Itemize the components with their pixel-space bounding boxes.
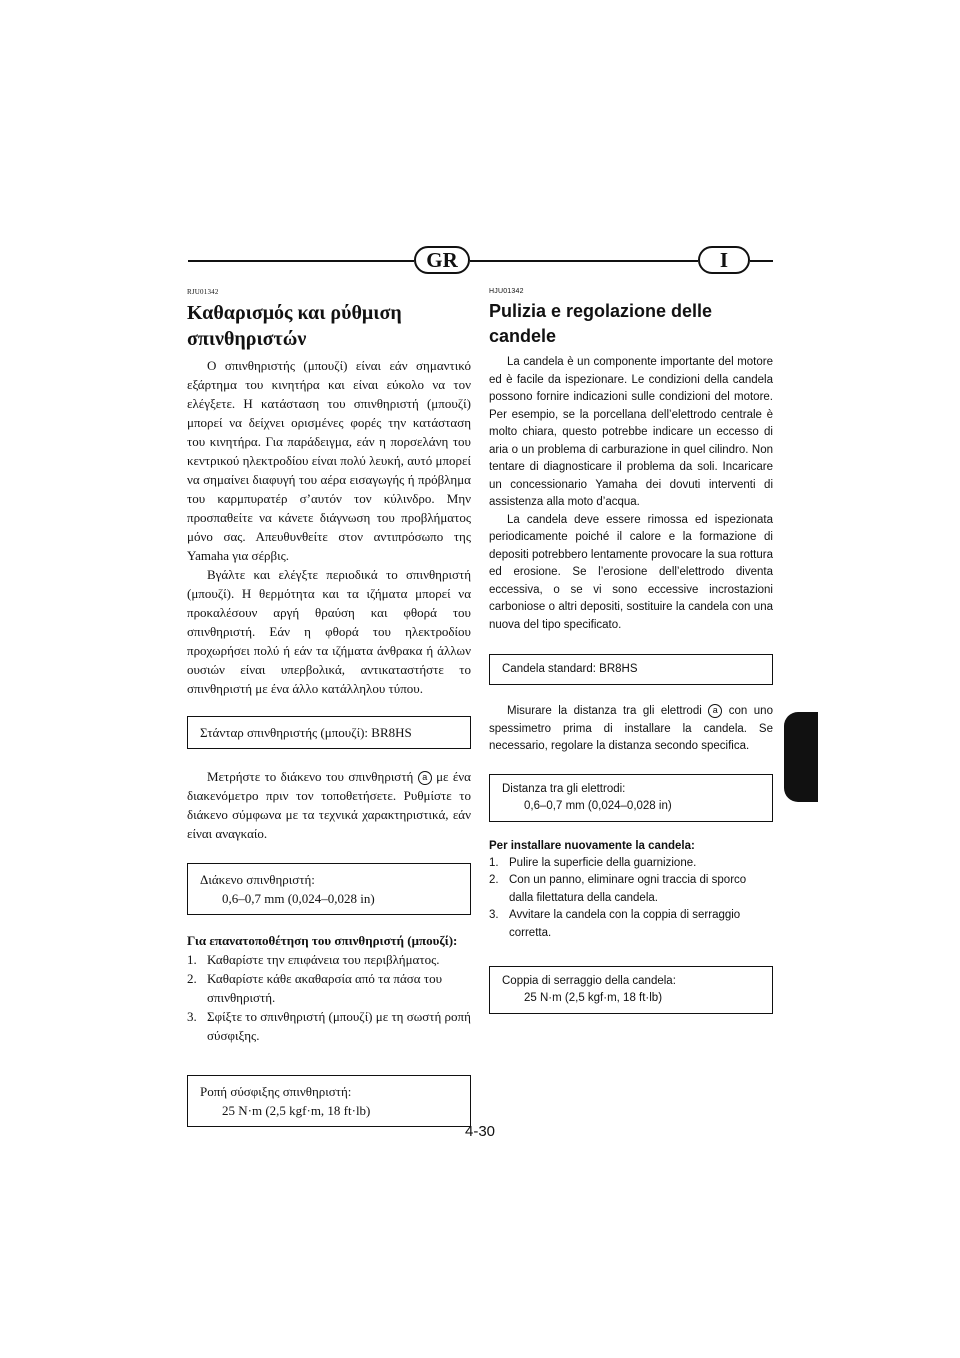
gap-text-after: με ένα διακενόμετρο πριν τον τοποθετήσετε. Ρυθμίστε το διάκενο σύμφωνα με τα τεχνικά χαρακτηριστικά, εάν είναι αναγκαίο. [187,769,471,841]
language-badge-i [698,246,750,274]
paragraph-gap [489,703,773,756]
spec-gap-label: Distanza tra gli elettrodi: [502,782,626,795]
callout-a-marker: a [708,704,722,718]
spec-standard-plug: Candela standard: BR8HS [502,663,638,675]
language-badge-gr [414,246,470,274]
step-item: 3. Avvitare la candela con la coppia di serraggio corretta. [489,909,741,939]
subheading-reinstall: Για επανατοποθέτηση του σπινθηριστή (μπουζί): [187,933,458,948]
paragraph-inspection: La candela deve essere rimossa ed ispezionata periodicamente poiché il calore e la formazione di depositi potrebbero lentamente provocare la sua rottura ed erosione. Se l’erosione dell’elettrodo diventa eccessiva, o se vi sono eccessive incrostazioni carboniose o altri depositi, sostituire la candela con una nuova del tipo specificato. [489,513,773,631]
spec-box-gap [489,774,773,822]
spec-torque-label: Ροπή σύσφιξης σπινθηριστή: [200,1084,352,1099]
spec-box-gap [187,863,471,915]
step-item: 3. Σφίξτε το σπινθηριστή (μπουζί) με τη σωστή ροπή σύσφιξης. [187,1009,471,1043]
spec-standard-plug: Στάνταρ σπινθηριστής (μπουζί): BR8HS [200,725,412,740]
gap-text-before: Misurare la distanza tra gli elettrodi [507,705,702,717]
reinstall-steps [489,855,773,943]
paragraph-intro: La candela è un componente importante del motore ed è facile da ispezionare. Le condizioni della candela possono fornire indicazioni sulle condizioni del motore. Per esempio, se la porcellana dell’elettrodo centrale è molto chiara, questo potrebbe indicare un eccesso di aria o un problema di carburazione in quel cilindro. Non tentare di diagnosticare il problema da soli. Incaricare un concessionario Yamaha dei dovuti interventi di assistenza alla moto d’acqua. [489,356,773,508]
spec-torque-label: Coppia di serraggio della candela: [502,975,676,987]
section-title: Καθαρισμός και ρύθμιση σπινθηριστών [187,302,402,350]
section-code: HJU01342 [489,288,524,295]
step-item: 2. Con un panno, eliminare ogni traccia di sporco dalla filettatura della candela. [489,874,747,904]
gap-text-before: Μετρήστε το διάκενο του σπινθηριστή [207,769,414,784]
header-rule-right [750,260,773,262]
italian-column [489,288,773,1030]
step-item: 1. Καθαρίστε την επιφάνεια του περιβλήματος. [187,952,440,967]
header-rule-middle [470,260,698,262]
spec-gap-value: 0,6–0,7 mm (0,024–0,028 in) [524,799,672,812]
spec-box-standard-plug [489,654,773,685]
step-item: 2. Καθαρίστε κάθε ακαθαρσία από τα πάσα του σπινθηριστή. [187,971,443,1005]
paragraph-gap [187,767,471,843]
reinstall-steps [187,950,471,1045]
subheading-reinstall: Per installare nuovamente la candela: [489,839,695,852]
chapter-thumb-tab [784,712,818,802]
paragraph-inspection: Βγάλτε και ελέγξτε περιοδικά το σπινθηριστή (μπουζί). Η θερμότητα και τα ιζήματα μπορεί να προκαλέσουν αργή θραύση και φθορά του σπινθηριστή. Εάν η φθορά του ηλεκτροδίου προχωρήσει πολύ ή εάν τα ιζήματα άνθρακα ή άλλων ουσιών είναι υπερβολικά, αντικαταστήστε το σπινθηριστή με ένα άλλο κατάλληλου τύπου. [187,567,471,696]
language-code-gr: GR [426,247,458,272]
spec-gap-value: 0,6–0,7 mm (0,024–0,028 in) [222,891,375,906]
step-item: 1. Pulire la superficie della guarnizione. [489,856,697,869]
language-code-i: I [719,247,729,272]
gap-text-after: con uno spessimetro prima di installare la candela. Se necessario, regolare la distanza secondo specifica. [489,705,773,752]
callout-a-marker: a [418,771,432,785]
spec-box-torque [187,1075,471,1127]
greek-column [187,288,471,1143]
spec-torque-value: 25 N·m (2,5 kgf·m, 18 ft·lb) [222,1103,371,1118]
section-code: RJU01342 [187,288,219,296]
spec-torque-value: 25 N·m (2,5 kgf·m, 18 ft·lb) [524,992,663,1004]
paragraph-intro: Ο σπινθηριστής (μπουζί) είναι εάν σημαντικό εξάρτημα του κινητήρα και είναι εύκολο να τον ελέγξετε. Η κατάσταση του σπινθηριστή (μπουζί) μπορεί να δείχνει ορισμένες φορές την κατάσταση του κινητήρα. Για παράδειγμα, εάν η πορσελάνη του κεντρικού ηλεκτροδίου είναι πολύ λευκή, αυτό μπορεί να σημαίνει διαφυγή του αέρα εισαγωγής ή πρόβλημα του καρμπυρατέρ σ’αυτόν τον κύλινδρο. Μην προσπαθείτε να κάνετε διάγνωση του προβλήματος μόνο σας. Απευθυνθείτε στον αντιπρόσωπο της Yamaha για σέρβις. [187,358,471,563]
spec-gap-label: Διάκενο σπινθηριστή: [200,872,315,887]
spec-box-torque [489,966,773,1014]
header-rule-left [188,260,414,262]
spec-box-standard-plug [187,716,471,749]
section-title: Pulizia e regolazione delle candele [489,301,713,346]
page-number: 4-30 [464,1123,496,1140]
